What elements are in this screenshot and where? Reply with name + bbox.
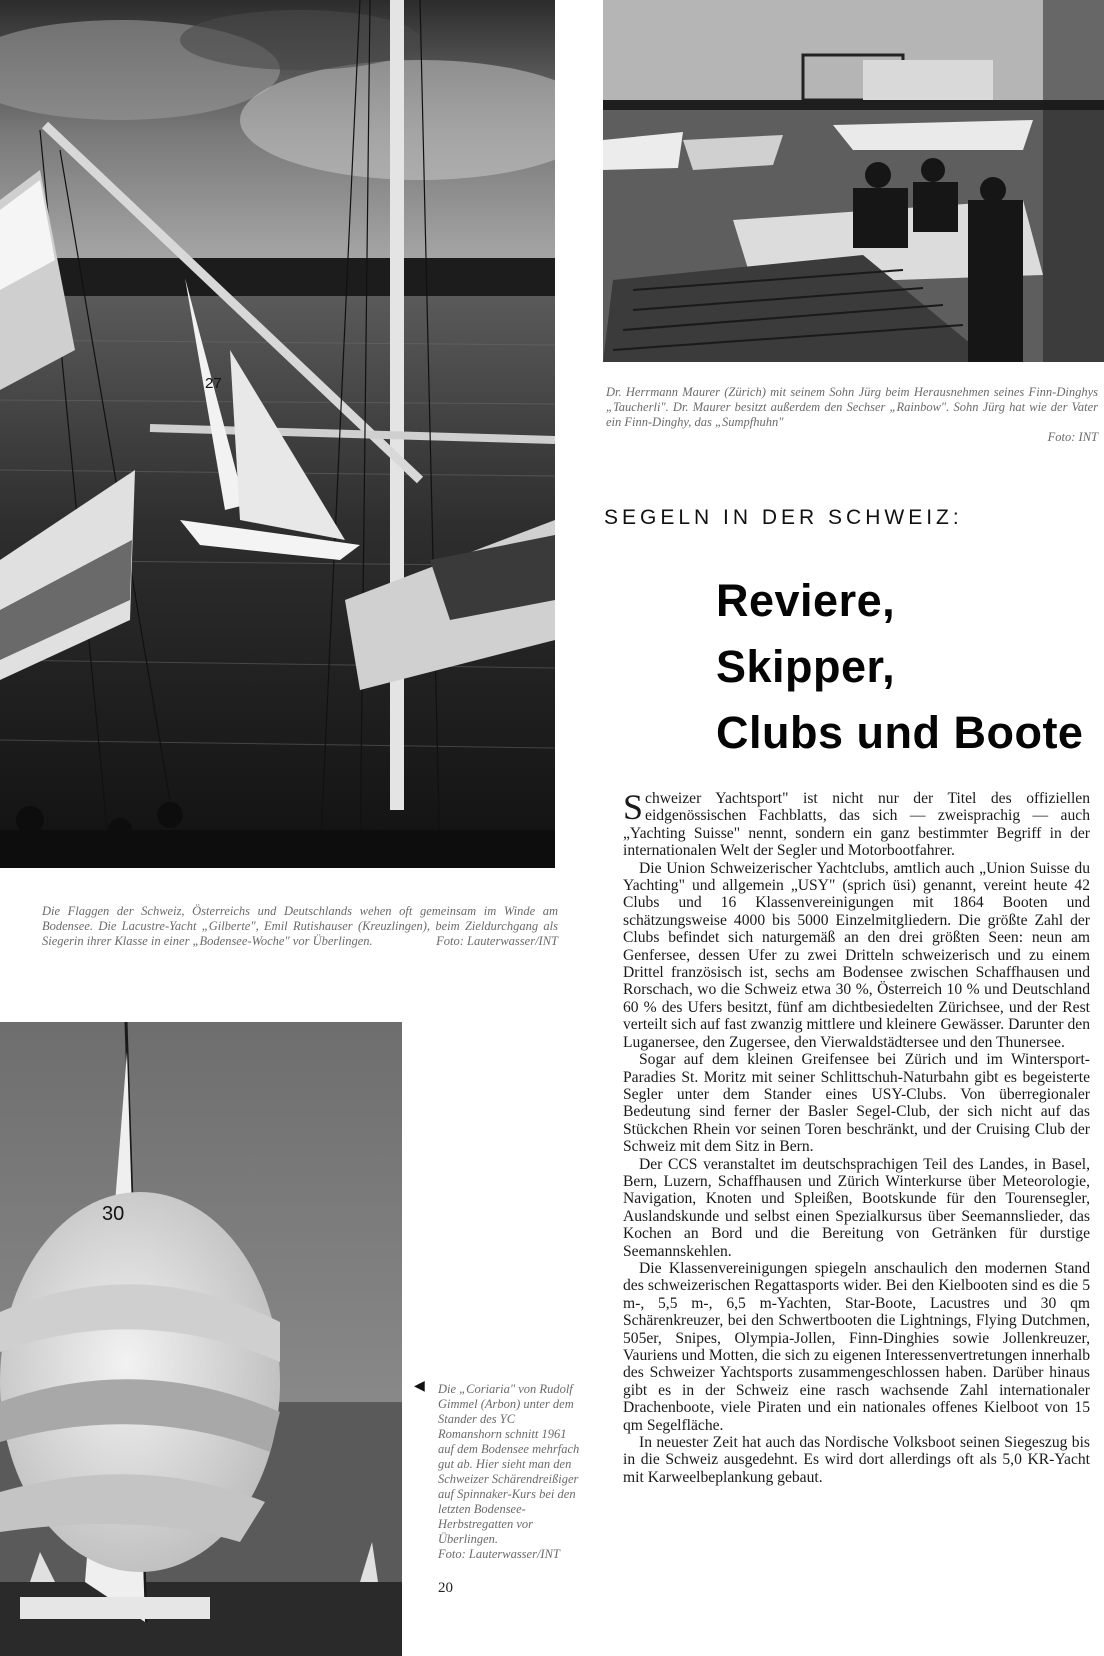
photo-dock-finn-dinghy [603, 0, 1104, 362]
article-paragraph-text: chweizer Yachtsport" ist nicht nur der Titel des offiziellen eidgenössischen Fachblatts, das sich — zweisprachig — auch „Yachting Suisse" nennt, sondern ein ganz bestimmter Begriff in der internationalen Welt der Segler und Motorbootfahrer. [623, 790, 1090, 860]
article-paragraph: Sogar auf dem kleinen Greifensee bei Zürich und im Wintersport-Paradies St. Moritz mit seiner Schlittschuh-Naturbahn gibt es begeisterte Segler unter dem Stander eines USY-Clubs. Von überregionaler Bedeutung sind ferner der Basler Segel-Club, der sich nicht auf das Stückchen Rhein vor seinen Toren beschränkt, und der Cruising Club der Schweiz mit dem Sitz in Bern. [623, 1051, 1090, 1156]
caption-flags-credit: Foto: Lauterwasser/INT [436, 934, 558, 948]
caption-dock-photo [606, 385, 1098, 445]
article-paragraph: Die Union Schweizerischer Yachtclubs, amtlich auch „Union Suisse du Yachting" und allgemein „USY" (sprich üsi) genannt, vereint heute 42 Clubs und 16 Klassenvereinigungen mit 1864 Booten und schätzungsweise 4000 bis 5000 Einzelmitgliedern. Die größte Zahl der Clubs befindet sich naturgemäß an den drei größten Seen: neun am Genfersee, dessen Ufer zu zwei Dritteln schweizerisch und zu einem Drittel französisch ist, sechs am Bodensee zwischen Schaffhausen und Rorschach, wo die Schweiz etwa 30 %, Österreich 10 % und Deutschland 60 % des Ufers besitzt, fünf am dichtbesiedelten Zürichsee, und der Rest verteilt sich auf fast zwanzig mittlere und kleinere Gewässer. Darunter den Luganersee, den Zugersee, den Vierwaldstädtersee und den Thunersee. [623, 859, 1090, 1051]
caption-dock-text: Dr. Herrmann Maurer (Zürich) mit seinem Sohn Jürg beim Herausnehmen seines Finn-Dinghys „Taucherli". Dr. Maurer besitzt außerdem den Sechser „Rainbow". Sohn Jürg hat wie der Vater ein Finn-Dinghy, das „Sumpfhuhn" [606, 385, 1098, 429]
caption-spinnaker-text: Die „Coriaria" von Rudolf Gimmel (Arbon) unter dem Stander des YC Romanshorn schnitt 1961 auf dem Bodensee mehrfach gut ab. Hier sieht man den Schweizer Schärendreißiger auf Spinnaker-Kurs bei den letzten Bodensee-Herbstregatten vor Überlingen. [438, 1382, 580, 1546]
headline-line-1: Reviere, [716, 575, 896, 626]
photo-spinnaker-yacht [0, 1022, 402, 1656]
article-paragraph [623, 787, 1090, 860]
article-headline [716, 568, 1096, 766]
caption-pointer-arrow: ◀ [414, 1379, 425, 1394]
caption-dock-credit: Foto: INT [1047, 430, 1098, 444]
article-paragraph: Der CCS veranstaltet im deutschsprachigen Teil des Landes, in Basel, Bern, Luzern, Schaffhausen und Zürich Winterkurse über Meteorologie, Navigation, Knoten und Spleißen, Bootskunde für den Tourensegler, Auslandskunde und selbst einen Spezialkursus über Seemannslieder, das Kochen an Bord und die Bereitung von Getränken für durstige Seemannskehlen. [623, 1155, 1090, 1260]
headline-line-2: Skipper, [716, 641, 896, 692]
drop-cap: S [623, 787, 644, 827]
caption-flags-text: Die Flaggen der Schweiz, Österreichs und Deutschlands wehen oft gemeinsam im Winde am Bodensee. Die Lacustre-Yacht „Gilberte", Emil Rutishauser (Kreuzlingen), beim Zieldurchgang als Siegerin ihrer Klasse in einer „Bodensee-Woche" vor Überlingen. [42, 904, 558, 948]
caption-spinnaker-photo [438, 1382, 582, 1562]
sail-number-30: 30 [102, 1203, 125, 1225]
caption-flags-photo [42, 904, 558, 949]
page-number: 20 [438, 1580, 453, 1596]
photo-flags-regatta [0, 0, 555, 868]
caption-spinnaker-credit: Foto: Lauterwasser/INT [438, 1547, 560, 1561]
article-paragraph: In neuester Zeit hat auch das Nordische Volksboot seinen Siegeszug bis in die Schweiz ausgedehnt. Es wird dort allerdings oft als 5,0 KR-Yacht mit Karweelbeplankung gebaut. [623, 1434, 1090, 1486]
article-paragraph: Die Klassenvereinigungen spiegeln anschaulich den modernen Stand des schweizerischen Regattasports wider. Bei den Kielbooten sind es die 5 m-, 5,5 m-, 6,5 m-Yachten, Star-Boote, Lacustres und 30 qm Schärenkreuzer, bei den Schwertbooten die Lightnings, Flying Dutchmen, 505er, Snipes, Olympia-Jollen, Finn-Dinghies sowie Jollenkreuzer, Vauriens und Motten, die sich zu eigenen Interessenvertretungen innerhalb des Schweizer Yachtsports zusammengeschlossen haben. Darüber hinaus gibt es in der Schweiz eine rasch wachsende Zahl internationaler Drachenboote, viele Piraten und ein nationales offenes Kielboot von 15 qm Segelfläche. [623, 1259, 1090, 1434]
sail-number-27: 27 [205, 375, 222, 392]
article-body [623, 787, 1090, 1486]
article-kicker: SEGELN IN DER SCHWEIZ: [604, 506, 963, 529]
headline-line-3: Clubs und Boote [716, 707, 1084, 758]
